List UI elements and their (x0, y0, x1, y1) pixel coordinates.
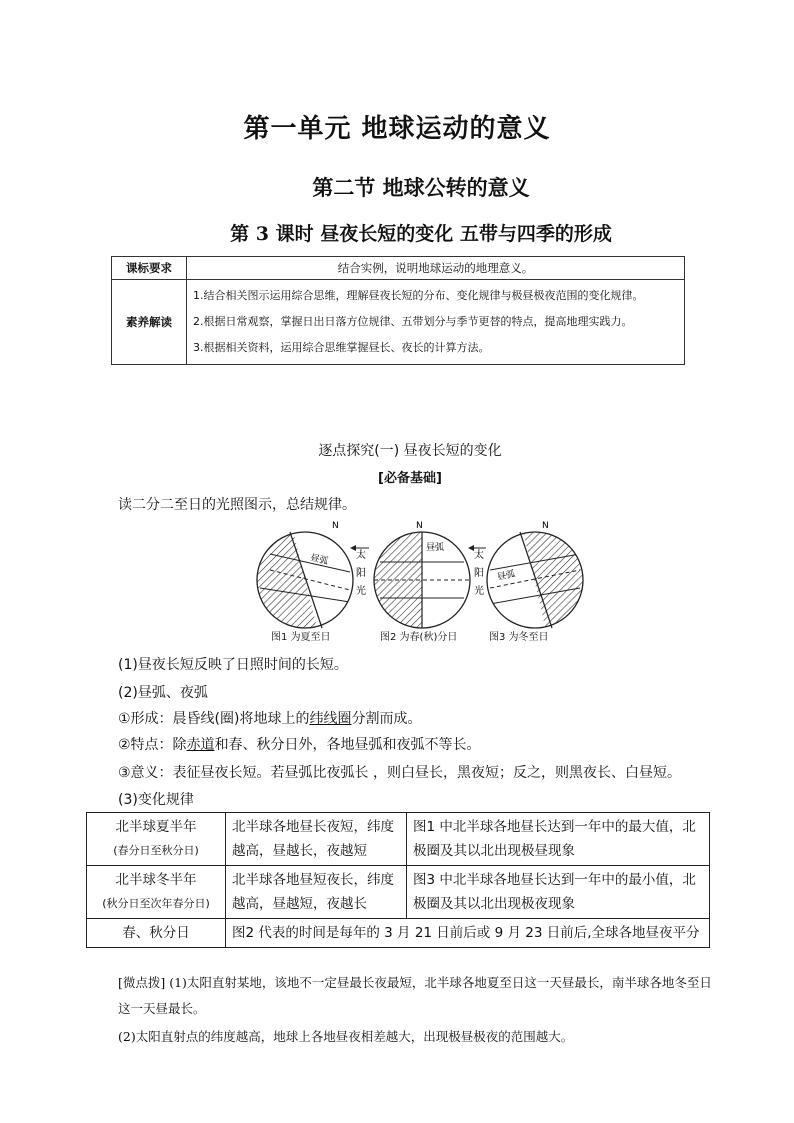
sun-arrow-right (468, 545, 486, 597)
day-arc-label: 昼弧 (309, 553, 330, 568)
literacy-item: 3.根据相关资料，运用综合思维掌握昼长、夜长的计算方法。 (193, 341, 490, 354)
caption-winter: 图3 为冬至日 (489, 632, 549, 643)
point-1: (1)昼夜长短反映了日照时间的长短。 (118, 657, 348, 673)
row-detail: 图1 中北半球各地昼长达到一年中的最大值，北极圈及其以北出现极昼现象 (407, 813, 710, 866)
caption-summer: 图1 为夏至日 (271, 632, 331, 643)
literacy-item: 1.结合相关图示运用综合思维，理解昼夜长短的分布、变化规律与极昼极夜范围的变化规律。 (193, 289, 644, 302)
lesson-title: 第 3 课时 昼夜长短的变化 五带与四季的形成 (230, 223, 612, 245)
row-head-sub: (春分日至秋分日) (113, 844, 199, 857)
table-row (87, 919, 710, 948)
literacy-head: 素养解读 (112, 280, 187, 365)
point-5: ③意义：表征昼夜长短。若昼弧比夜弧长 ，则白昼长，黑夜短；反之，则黑夜长、白昼短。 (118, 765, 681, 781)
intro-text: 读二分二至日的光照图示，总结规律。 (118, 497, 356, 513)
row-head (87, 813, 226, 866)
row-head-main: 北半球冬半年 (115, 872, 197, 888)
point-4-b: 和春、秋分日外，各地昼弧和夜弧不等长。 (214, 737, 481, 753)
point-3-key: 纬线圈 (309, 711, 352, 727)
table-row (87, 813, 710, 866)
globe-equinox (374, 521, 470, 628)
literacy-item: 2.根据日常观察，掌握日出日落方位规律、五带划分与季节更替的特点，提高地理实践力。 (193, 315, 633, 328)
sun-arrow-left (350, 545, 369, 597)
point-2: (2)昼弧、夜弧 (118, 685, 208, 701)
sun-char: 光 (356, 586, 366, 597)
north-label: N (332, 521, 339, 531)
point-4-a: ②特点：除 (118, 737, 187, 753)
day-arc-label: 昼弧 (496, 569, 517, 583)
row-detail: 图2 代表的时间是每年的 3 月 21 日前后或 9 月 23 日前后,全球各地昼夜平分 (226, 919, 710, 948)
point-3 (118, 708, 421, 728)
sun-char: 太 (356, 550, 366, 561)
explore-title: 逐点探究(一) 昼夜长短的变化 (318, 443, 502, 459)
standards-text: 结合实例，说明地球运动的地理意义。 (187, 257, 685, 280)
north-label: N (416, 521, 423, 531)
table-row (87, 866, 710, 919)
sun-char: 阳 (474, 568, 484, 579)
basic-label: [必备基础] (378, 471, 442, 486)
row-head-main: 北半球夏半年 (115, 819, 197, 835)
variation-law-table (86, 812, 710, 948)
point-3-b: 分割而成。 (351, 711, 422, 727)
standards-head: 课标要求 (112, 257, 187, 280)
standards-table (111, 256, 685, 365)
row-detail: 图3 中北半球各地昼长达到一年中的最小值，北极圈及其以北出现极夜现象 (407, 866, 710, 919)
row-head-sub: (秋分日至次年春分日) (102, 897, 210, 910)
row-pattern: 北半球各地昼长夜短，纬度越高，昼越长，夜越短 (226, 813, 407, 866)
row-head: 春、秋分日 (87, 919, 226, 948)
point-6: (3)变化规律 (118, 792, 194, 808)
sun-char: 阳 (356, 568, 366, 579)
section-title: 第二节 地球公转的意义 (312, 175, 530, 200)
point-3-a: ①形成：晨昏线(圈)将地球上的 (118, 711, 310, 727)
row-head (87, 866, 226, 919)
caption-equinox: 图2 为春(秋)分日 (380, 632, 458, 643)
point-4 (118, 734, 481, 754)
literacy-text (187, 280, 685, 365)
sun-char: 太 (474, 550, 484, 561)
tip-note-1: [微点拨] (1)太阳直射某地，该地不一定昼最长夜最短，北半球各地夏至日这一天昼最长，南半球各地冬至日这一天昼最长。 (118, 975, 712, 1016)
row-pattern: 北半球各地昼短夜长，纬度越高，昼越短，夜越长 (226, 866, 407, 919)
north-label: N (542, 521, 549, 531)
tip-note-2: (2)太阳直射点的纬度越高，地球上各地昼夜相差越大，出现极昼极夜的范围越大。 (118, 1029, 574, 1044)
point-4-key: 赤道 (186, 737, 215, 753)
unit-title: 第一单元 地球运动的意义 (243, 114, 551, 144)
day-arc-label: 昼弧 (426, 543, 445, 553)
sun-char: 光 (474, 586, 484, 597)
